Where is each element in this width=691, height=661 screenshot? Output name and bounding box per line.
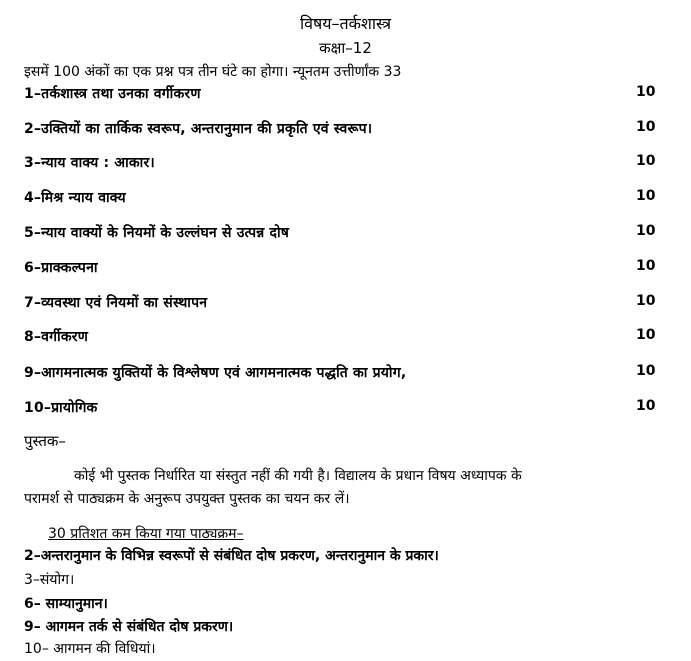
topic-label: 5–न्याय वाक्यों के नियमों के उल्लंघन से उत्पन्न दोष (24, 225, 290, 241)
subject-title: विषय–तर्कशास्त्र (299, 14, 392, 33)
topic-label: 6–प्राक्कल्पना (24, 260, 98, 276)
reduced-item: 10– आगमन की विधियां। (24, 641, 156, 657)
topic-marks: 10 (636, 119, 656, 135)
exam-intro: इसमें 100 अंकों का एक प्रश्न पत्र तीन घंटे का होगा। न्यूनतम उत्तीर्णांक 33 (24, 64, 402, 80)
topic-label: 2–उक्तियों का तार्किक स्वरूप, अन्तरानुमान की प्रकृति एवं स्वरूप। (24, 121, 373, 137)
reduced-item: 9– आगमन तर्क से संबंधित दोष प्रकरण। (24, 619, 234, 635)
topic-label: 10–प्रायोगिक (24, 400, 98, 416)
topic-label: 9–आगमनात्मक युक्तियों के विश्लेषण एवं आगमनात्मक पद्धति का प्रयोग, (24, 365, 407, 381)
class-title: कक्षा–12 (319, 39, 372, 57)
books-heading: पुस्तक– (24, 432, 66, 450)
topic-label: 1–तर्कशास्त्र तथा उनका वर्गीकरण (24, 86, 201, 102)
topic-marks: 10 (636, 398, 656, 414)
reduced-item: 6– साम्यानुमान। (24, 596, 108, 612)
topic-marks: 10 (636, 223, 656, 239)
topic-marks: 10 (636, 258, 656, 274)
topic-marks: 10 (636, 363, 656, 379)
topic-marks: 10 (636, 327, 656, 343)
topic-marks: 10 (636, 84, 656, 100)
reduced-syllabus-heading: 30 प्रतिशत कम किया गया पाठ्यक्रम– (48, 526, 244, 542)
books-text-line: परामर्श से पाठ्यक्रम के अनुरूप उपयुक्त पुस्तक का चयन कर लें। (24, 491, 350, 507)
topic-label: 8–वर्गीकरण (24, 329, 89, 345)
reduced-item: 3–संयोग। (24, 572, 75, 588)
books-text-line: कोई भी पुस्तक निर्धारित या संस्तुत नहीं की गयी है। विद्यालय के प्रधान विषय अध्यापक के (74, 468, 522, 484)
topic-marks: 10 (636, 153, 656, 169)
topic-label: 4–मिश्र न्याय वाक्य (24, 190, 126, 206)
topic-marks: 10 (636, 293, 656, 309)
topic-label: 7–व्यवस्था एवं नियमों का संस्थापन (24, 295, 208, 311)
topic-label: 3–न्याय वाक्य : आकार। (24, 155, 155, 171)
reduced-item: 2–अन्तरानुमान के विभिन्न स्वरूपों से संबंधित दोष प्रकरण, अन्तरानुमान के प्रकार। (24, 548, 439, 564)
topic-marks: 10 (636, 188, 656, 204)
